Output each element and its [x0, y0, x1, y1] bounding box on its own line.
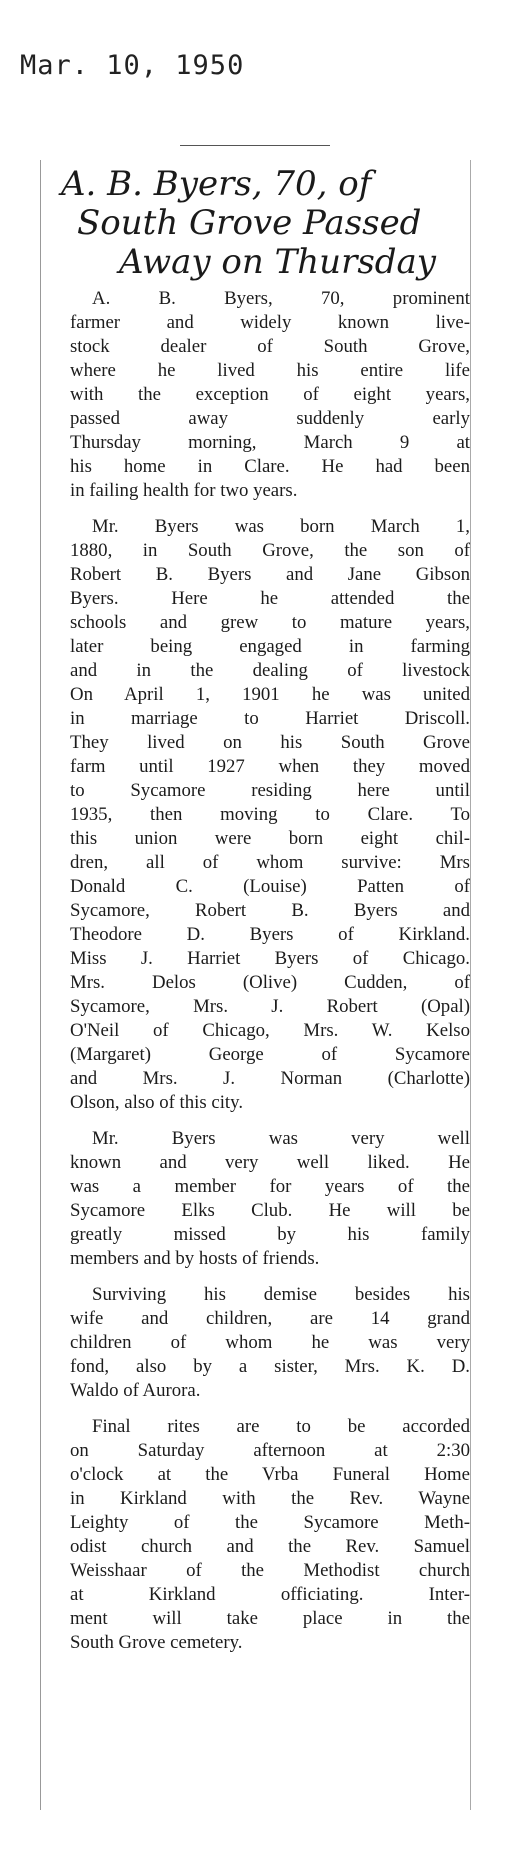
headline-line-3: Away on Thursday	[119, 242, 437, 282]
article-line: and in the dealing of livestock	[70, 660, 470, 681]
article-line: stock dealer of South Grove,	[70, 336, 470, 357]
article-line: Olson, also of this city.	[70, 1092, 244, 1113]
article-line: A. B. Byers, 70, prominent	[92, 288, 470, 309]
article-line: farm until 1927 when they moved	[70, 756, 470, 777]
article-line: this union were born eight chil-	[70, 828, 470, 849]
headline	[55, 165, 465, 282]
article-paragraph	[70, 1283, 470, 1403]
article-line: Waldo of Aurora.	[70, 1380, 201, 1401]
article-line: with the exception of eight years,	[70, 384, 470, 405]
article-line: Robert B. Byers and Jane Gibson	[70, 564, 470, 585]
article-line: Thursday morning, March 9 at	[70, 432, 470, 453]
headline-line-1: A. B. Byers, 70, of	[61, 164, 372, 204]
article-line: was a member for years of the	[70, 1176, 470, 1197]
article-line: Sycamore, Robert B. Byers and	[70, 900, 470, 921]
article-line: Byers. Here he attended the	[70, 588, 470, 609]
article-line: Mr. Byers was born March 1,	[92, 516, 470, 537]
article-line: and Mrs. J. Norman (Charlotte)	[70, 1068, 470, 1089]
article-line: farmer and widely known live-	[70, 312, 470, 333]
article-line: his home in Clare. He had been	[70, 456, 470, 477]
article-line: South Grove cemetery.	[70, 1632, 243, 1653]
article-paragraph	[70, 287, 470, 503]
article-line: in marriage to Harriet Driscoll.	[70, 708, 470, 729]
article-line: They lived on his South Grove	[70, 732, 470, 753]
article-line: Sycamore, Mrs. J. Robert (Opal)	[70, 996, 470, 1017]
article-paragraph	[70, 1127, 470, 1271]
column-rule-left	[40, 160, 41, 1810]
article-line: Mrs. Delos (Olive) Cudden, of	[70, 972, 470, 993]
article-line: children of whom he was very	[70, 1332, 470, 1353]
article-line: Miss J. Harriet Byers of Chicago.	[70, 948, 470, 969]
headline-rule	[180, 145, 330, 146]
article-line: greatly missed by his family	[70, 1224, 470, 1245]
article-body	[70, 287, 470, 1667]
article-line: Weisshaar of the Methodist church	[70, 1560, 470, 1581]
article-line: o'clock at the Vrba Funeral Home	[70, 1464, 470, 1485]
article-line: Mr. Byers was very well	[92, 1128, 470, 1149]
article-line: (Margaret) George of Sycamore	[70, 1044, 470, 1065]
article-line: schools and grew to mature years,	[70, 612, 470, 633]
dateline: Mar. 10, 1950	[20, 50, 245, 81]
article-line: odist church and the Rev. Samuel	[70, 1536, 470, 1557]
article-paragraph	[70, 515, 470, 1115]
article-line: 1935, then moving to Clare. To	[70, 804, 470, 825]
article-line: Final rites are to be accorded	[92, 1416, 470, 1437]
article-line: dren, all of whom survive: Mrs	[70, 852, 470, 873]
column-rule-right	[470, 160, 471, 1810]
newspaper-clipping	[40, 145, 472, 1845]
article-line: passed away suddenly early	[70, 408, 470, 429]
article-line: On April 1, 1901 he was united	[70, 684, 470, 705]
article-line: Theodore D. Byers of Kirkland.	[70, 924, 470, 945]
article-line: at Kirkland officiating. Inter-	[70, 1584, 470, 1605]
article-line: to Sycamore residing here until	[70, 780, 470, 801]
article-line: ment will take place in the	[70, 1608, 470, 1629]
article-line: fond, also by a sister, Mrs. K. D.	[70, 1356, 470, 1377]
headline-line-2: South Grove Passed	[77, 203, 422, 243]
article-line: Donald C. (Louise) Patten of	[70, 876, 470, 897]
article-line: Surviving his demise besides his	[92, 1284, 470, 1305]
article-line: O'Neil of Chicago, Mrs. W. Kelso	[70, 1020, 470, 1041]
article-line: known and very well liked. He	[70, 1152, 470, 1173]
article-paragraph	[70, 1415, 470, 1655]
article-line: in Kirkland with the Rev. Wayne	[70, 1488, 470, 1509]
article-line: wife and children, are 14 grand	[70, 1308, 470, 1329]
article-line: Leighty of the Sycamore Meth-	[70, 1512, 470, 1533]
article-line: later being engaged in farming	[70, 636, 470, 657]
article-line: Sycamore Elks Club. He will be	[70, 1200, 470, 1221]
article-line: in failing health for two years.	[70, 480, 298, 501]
article-line: 1880, in South Grove, the son of	[70, 540, 470, 561]
article-line: where he lived his entire life	[70, 360, 470, 381]
article-line: on Saturday afternoon at 2:30	[70, 1440, 470, 1461]
article-line: members and by hosts of friends.	[70, 1248, 320, 1269]
